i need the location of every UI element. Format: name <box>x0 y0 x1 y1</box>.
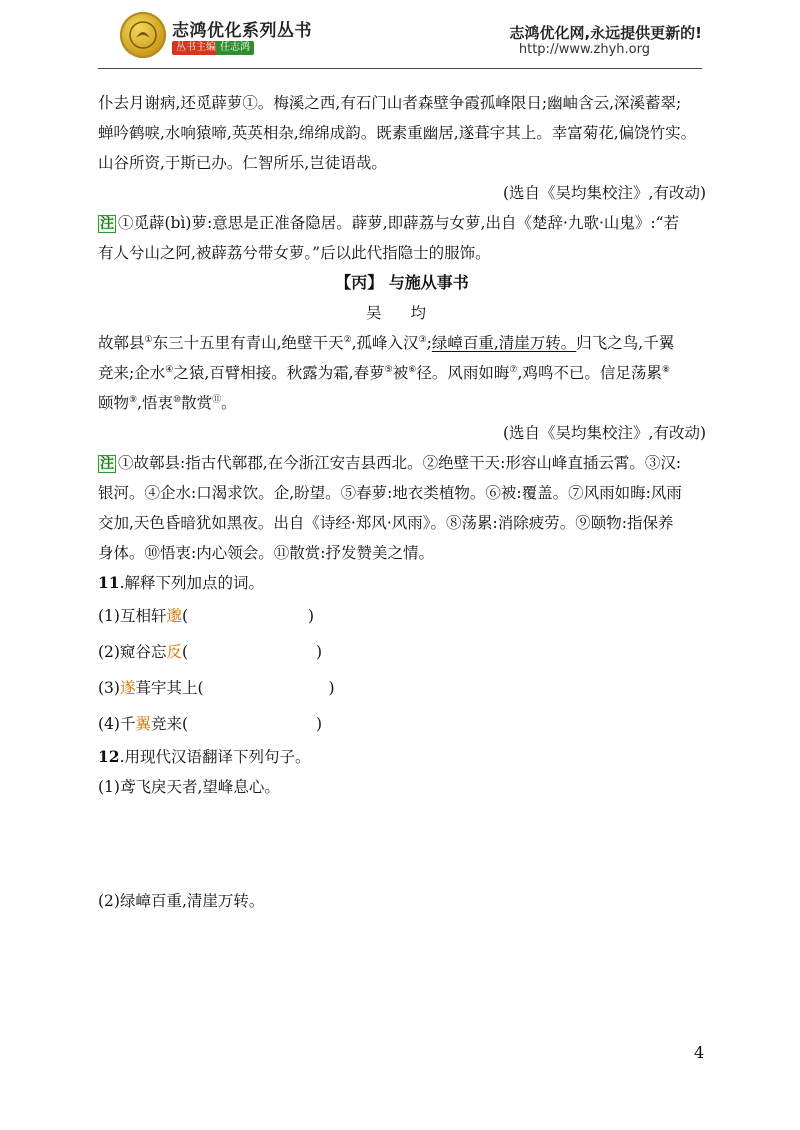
note-text: ①故鄣县:指古代鄣郡,在今浙江安吉县西北。②绝壁干天:形容山峰直插云霄。③汉: <box>118 454 682 472</box>
footnote-ref: ④ <box>165 364 174 375</box>
page-header <box>0 0 800 70</box>
answer-space[interactable] <box>98 802 706 886</box>
question-11 <box>98 568 706 598</box>
item-text: (4)千 <box>98 715 136 733</box>
question-12 <box>98 742 706 772</box>
footnote-ref: ⑩ <box>173 394 182 405</box>
dotted-word: · 遂 <box>120 679 136 697</box>
header-divider <box>98 68 702 69</box>
text-run: 。 <box>221 394 237 412</box>
editor-chip: 丛书主编 <box>172 41 220 55</box>
text-run: 竞来;企水 <box>98 364 166 382</box>
passage-line: 仆去月谢病,还觅薜萝①。梅溪之西,有石门山者森壁争霞孤峰限日;幽岫含云,深溪蓄翠; <box>98 94 682 112</box>
text-run: 归飞之鸟,千翼 <box>576 334 675 352</box>
footnote-ref: ① <box>144 334 153 345</box>
footnote-ref: ⑦ <box>509 364 518 375</box>
underlined-sentence: 绿嶂百重,清崖万转。 <box>431 334 577 352</box>
passage-line: 山谷所资,于斯已办。仁智所乐,岂徒语哉。 <box>98 154 387 172</box>
question-item <box>98 634 706 670</box>
question-number: 11 <box>98 573 120 592</box>
footnote-ref: ⑥ <box>408 364 417 375</box>
footnote-ref: ⑪ <box>212 394 222 405</box>
item-text: ) <box>316 715 323 733</box>
footnote-ref: ⑨ <box>129 394 138 405</box>
question-number: 12 <box>98 747 120 766</box>
dotted-word: · 翼 <box>135 715 151 733</box>
note-line <box>98 208 706 238</box>
text-run: ,悟衷 <box>137 394 174 412</box>
text-run: ; <box>426 334 432 352</box>
item-text: ) <box>308 607 315 625</box>
site-url-link[interactable]: http://www.zhyh.org <box>518 42 650 57</box>
question-item <box>98 670 706 706</box>
editor-name-chip: 任志鸿 <box>216 41 254 55</box>
passage-line <box>98 358 706 388</box>
question-prompt: .解释下列加点的词。 <box>119 574 265 592</box>
site-slogan: 志鸿优化网,永远提供更新的! <box>509 24 702 42</box>
question-item <box>98 598 706 634</box>
series-logo-icon <box>120 12 166 58</box>
passage-author: 吴 均 <box>366 304 438 322</box>
note-line: 交加,天色昏暗犹如黑夜。出自《诗经·郑风·风雨》。⑧荡累:消除疲劳。⑨颐物:指保养 <box>98 514 674 532</box>
item-text: (1)互相轩 <box>98 607 167 625</box>
text-run: 东三十五里有青山,绝壁干天 <box>152 334 344 352</box>
passage-source: (选自《吴均集校注》,有改动) <box>502 424 706 442</box>
dotted-word: · 反 <box>166 643 182 661</box>
passage-line <box>98 328 706 358</box>
text-run: 被 <box>392 364 409 382</box>
note-text: ①觅薜(bì)萝:意思是正准备隐居。薜萝,即薜荔与女萝,出自《楚辞·九歌·山鬼》:“若 <box>118 214 680 232</box>
question-item: (2)绿嶂百重,清崖万转。 <box>98 892 265 910</box>
item-text: 竞来( <box>150 715 189 733</box>
note-mark-icon: 注 <box>100 456 114 472</box>
text-run: 散赏 <box>181 394 213 412</box>
text-run: ,鸡鸣不已。信足荡累 <box>517 364 662 382</box>
text-run: ,孤峰入汉 <box>351 334 419 352</box>
note-line: 有人兮山之阿,被薜荔兮带女萝。”后以此代指隐士的服饰。 <box>98 244 491 262</box>
item-text: (3) <box>98 679 120 697</box>
answer-space[interactable] <box>98 916 706 1000</box>
item-text: ) <box>328 679 335 697</box>
note-line <box>98 448 706 478</box>
footnote-ref: ③ <box>418 334 427 345</box>
series-title: 志鸿优化系列丛书 <box>172 21 312 41</box>
item-text: (2)窥谷忘 <box>98 643 167 661</box>
footnote-ref: ② <box>343 334 352 345</box>
dotted-word: · 邈 <box>166 607 182 625</box>
text-run: 颐物 <box>98 394 130 412</box>
footnote-ref: ⑧ <box>661 364 670 375</box>
item-text: ) <box>316 643 323 661</box>
question-item <box>98 706 706 742</box>
question-prompt: .用现代汉语翻译下列句子。 <box>119 748 311 766</box>
logo-emblem-icon <box>128 20 158 50</box>
passage-line: 蝉吟鹤唳,水响猿啼,英英相杂,绵绵成韵。既素重幽居,遂葺宇其上。幸富菊花,偏饶竹实。 <box>98 124 697 142</box>
question-item: (1)鸢飞戾天者,望峰息心。 <box>98 778 280 796</box>
text-run: 故鄣县 <box>98 334 145 352</box>
passage-source: (选自《吴均集校注》,有改动) <box>502 184 706 202</box>
page-content <box>98 88 706 1000</box>
text-run: 之猿,百臂相接。秋露为霜,春萝 <box>173 364 385 382</box>
item-text: ( <box>181 607 189 625</box>
note-line: 身体。⑩悟衷:内心领会。⑪散赏:抒发赞美之情。 <box>98 544 434 562</box>
note-line: 银河。④企水:口渴求饮。企,盼望。⑤春萝:地衣类植物。⑥被:覆盖。⑦风雨如晦:风雨 <box>98 484 682 502</box>
note-mark-icon: 注 <box>100 216 114 232</box>
item-text: 葺宇其上( <box>135 679 204 697</box>
page-number: 4 <box>694 1043 705 1062</box>
text-run: 径。风雨如晦 <box>416 364 510 382</box>
item-text: ( <box>181 643 189 661</box>
passage-line <box>98 388 706 418</box>
footnote-ref: ⑤ <box>384 364 393 375</box>
passage-title: 【丙】 与施从事书 <box>335 273 469 292</box>
